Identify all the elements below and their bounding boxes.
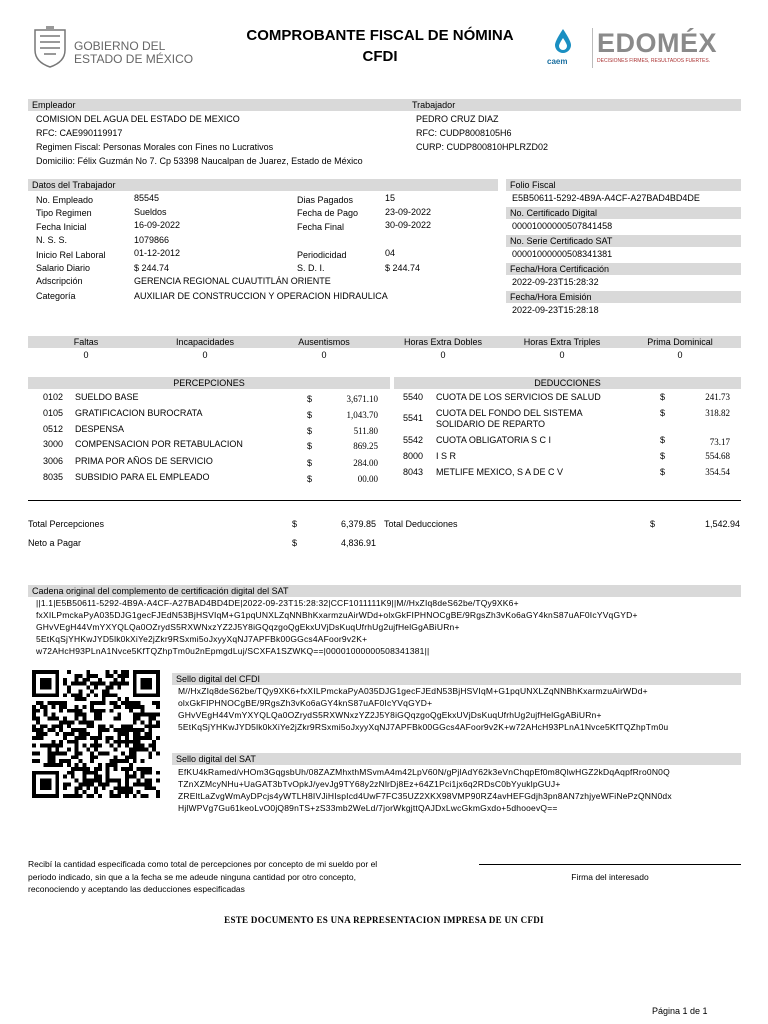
periodicidad-value: 04 — [385, 248, 396, 258]
perc-amt: 3,671.10 — [346, 394, 378, 404]
trabajador-header: Trabajador — [408, 99, 741, 111]
ded-cur: $ — [660, 435, 666, 445]
firma-label: Firma del interesado — [571, 872, 649, 882]
categoria-value: AUXILIAR DE CONSTRUCCION Y OPERACION HIDRAULICA — [134, 291, 388, 301]
perc-cur: $ — [307, 394, 313, 404]
ded-cur: $ — [660, 467, 666, 477]
prima-dominical-value: 0 — [677, 350, 683, 360]
trabajador-curp: CURP: CUDP800810HPLRZD02 — [416, 142, 549, 152]
horas-triples-value: 0 — [559, 350, 565, 360]
cert-sat-value: 00001000000508341381 — [512, 249, 613, 259]
sdi-label: S. D. I. — [297, 263, 325, 273]
neto-cur: $ — [292, 538, 298, 548]
faltas-value: 0 — [83, 350, 89, 360]
ausentismos-header: Ausentismos — [298, 337, 350, 347]
cert-header: No. Certificado Digital — [506, 207, 741, 219]
ded-code: 8043 — [403, 467, 424, 477]
neto-label: Neto a Pagar — [28, 538, 82, 548]
trabajador-name: PEDRO CRUZ DIAZ — [416, 114, 499, 124]
cadena-line: 5EtKqSjYHKwJYD5lk0kXiYe2jZkr9RSxmi5oJxyyXqNJ7APFBk00GGcs4AFoor9v2K+ — [36, 634, 368, 644]
fecha-emision-header: Fecha/Hora Emisión — [506, 291, 741, 303]
empleador-rfc: RFC: CAE990119917 — [36, 128, 123, 138]
cadena-original-header: Cadena original del complemento de certificación digital del SAT — [28, 585, 741, 597]
incapacidades-value: 0 — [202, 350, 208, 360]
horas-dobles-value: 0 — [440, 350, 446, 360]
ded-code: 5542 — [403, 435, 424, 445]
edomex-wordmark: EDOMÉX — [597, 28, 718, 58]
water-drop-icon — [553, 28, 573, 54]
divider — [28, 500, 741, 501]
empleador-domicilio: Domicilio: Félix Guzmán No 7. Cp 53398 Naucalpan de Juarez, Estado de México — [36, 156, 363, 166]
fecha-cert-header: Fecha/Hora Certificación — [506, 263, 741, 275]
total-deducciones-cur: $ — [650, 519, 656, 529]
sdi-value: $ 244.74 — [385, 263, 421, 273]
trabajador-rfc: RFC: CUDP8008105H6 — [416, 128, 512, 138]
perc-cur: $ — [307, 441, 313, 451]
perc-desc: DESPENSA — [75, 424, 125, 434]
sello-cfdi-line: olxGkFIPHNOCgBE/9RgsZh3vKo6aGY4knS87uAF0IcYVqGYD+ — [178, 698, 433, 708]
fecha-inicial-value: 16-09-2022 — [134, 220, 181, 230]
perc-code: 3000 — [43, 439, 64, 449]
inicio-rel-label: Inicio Rel Laboral — [36, 250, 106, 260]
recibi-line: reconociendo y aceptando las deducciones especificadas — [28, 884, 245, 894]
dias-pagados-label: Dias Pagados — [297, 195, 354, 205]
fecha-final-label: Fecha Final — [297, 222, 345, 232]
sello-sat-line: ZREltLaZvgWmAyDPcjs4yWTLH8IVJiHIspIcd4UwF7FC35UZ2XKX98VMP90RZ4avHEFGdjh3pn8AN7zhjyeWFiNePzQNN0dx — [178, 791, 672, 801]
perc-amt: 1,043.70 — [346, 410, 378, 420]
perc-amt: 869.25 — [353, 441, 378, 451]
ded-desc: METLIFE MEXICO, S A DE C V — [436, 467, 564, 477]
fecha-emision-value: 2022-09-23T15:28:18 — [512, 305, 599, 315]
sello-cfdi-header: Sello digital del CFDI — [172, 673, 741, 685]
empleador-regimen: Regimen Fiscal: Personas Morales con Fines no Lucrativos — [36, 142, 274, 152]
percepciones-header: PERCEPCIONES — [28, 377, 390, 389]
ded-desc: CUOTA DEL FONDO DEL SISTEMA — [436, 408, 583, 418]
fecha-pago-label: Fecha de Pago — [297, 208, 359, 218]
ded-amt: 241.73 — [705, 392, 730, 402]
ded-code: 5541 — [403, 413, 424, 423]
inicio-rel-value: 01-12-2012 — [134, 248, 181, 258]
perc-cur: $ — [307, 426, 313, 436]
adscripcion-label: Adscripción — [36, 276, 83, 286]
sello-cfdi-line: 5EtKqSjYHKwJYD5lk0kXiYe2jZkr9RSxmi5oJxyyXqNJ7APFBk00GGcs4AFoor9v2K+w72AHcH93PLnA1Nvce5KfTQZhpTm0u — [178, 722, 669, 732]
cert-sat-header: No. Serie Certificado SAT — [506, 235, 741, 247]
perc-code: 0105 — [43, 408, 64, 418]
perc-code: 8035 — [43, 472, 64, 482]
total-percepciones-cur: $ — [292, 519, 298, 529]
fecha-inicial-label: Fecha Inicial — [36, 222, 87, 232]
perc-code: 0512 — [43, 424, 64, 434]
prima-dominical-header: Prima Dominical — [647, 337, 713, 347]
document-subtitle: CFDI — [362, 48, 398, 65]
incapacidades-header: Incapacidades — [175, 337, 235, 347]
ded-cur: $ — [660, 408, 666, 418]
ded-code: 8000 — [403, 451, 424, 461]
empleador-header: Empleador — [28, 99, 408, 111]
ded-amt: 554.68 — [705, 451, 730, 461]
cadena-line: w72AHcH93PLnA1Nvce5KfTQZhpTm0u2nEpmgdLuj/SCXFA1SZWKQ==|00001000000508341381|| — [36, 646, 430, 656]
perc-amt: 511.80 — [353, 426, 378, 436]
total-deducciones-label: Total Deducciones — [384, 519, 458, 529]
cadena-line: GHvVEgH44VmYXYQLQa0OZrydS5RXWNxzYZ2J5Y8iGQqzgoQgEkxUVjDsKuqUfrhUg2ujfHelGgABiURn+ — [36, 622, 460, 632]
perc-desc: PRIMA POR AÑOS DE SERVICIO — [75, 456, 213, 466]
deducciones-header: DEDUCCIONES — [394, 377, 741, 389]
salario-value: $ 244.74 — [134, 263, 170, 273]
ded-code: 5540 — [403, 392, 424, 402]
qr-code — [32, 670, 160, 798]
page-number: Página 1 de 1 — [652, 1006, 708, 1016]
ded-desc: CUOTA DE LOS SERVICIOS DE SALUD — [436, 392, 601, 402]
ded-amt: 354.54 — [705, 467, 730, 477]
neto-value: 4,836.91 — [340, 538, 376, 548]
cert-value: 00001000000507841458 — [512, 221, 613, 231]
nss-value: 1079866 — [134, 235, 170, 245]
perc-amt: 284.00 — [353, 458, 378, 468]
perc-desc: SUBSIDIO PARA EL EMPLEADO — [75, 472, 210, 482]
categoria-label: Categoría — [36, 291, 76, 301]
ded-cur: $ — [660, 451, 666, 461]
folio-fiscal-header: Folio Fiscal — [506, 179, 741, 191]
periodicidad-label: Periodicidad — [297, 250, 347, 260]
nss-label: N. S. S. — [36, 235, 68, 245]
caem-logo — [545, 28, 581, 70]
sello-cfdi-line: GHvVEgH44VmYXYQLQa0OZrydS5RXWNxzYZ2J5Y8iGQqzgoQgEkxUVjDsKuqUfrhUg2ujfHelGgABiURn+ — [178, 710, 602, 720]
faltas-header: Faltas — [73, 337, 99, 347]
total-percepciones-value: 6,379.85 — [340, 519, 376, 529]
ded-amt: 73.17 — [709, 437, 730, 447]
perc-desc: GRATIFICACION BUROCRATA — [75, 408, 203, 418]
ded-desc: I S R — [436, 451, 457, 461]
ausentismos-value: 0 — [321, 350, 327, 360]
sello-sat-line: EfKU4kRamed/vHOm3GqgsbUh/08ZAZMhxthMSvmA4m42LpV60N/gPjlAdY62k3eVnChqpEf0m8QlwHGZ2kDqAqpfRro0N0Q — [178, 767, 670, 777]
fecha-final-value: 30-09-2022 — [385, 220, 432, 230]
document-title: COMPROBANTE FISCAL DE NÓMINA — [246, 27, 514, 44]
dias-pagados-value: 15 — [385, 193, 396, 203]
gobierno-line1: GOBIERNO DEL — [74, 39, 166, 53]
sello-sat-line: HjlWPVg7Gu61keoLvO0jQ89nTS+zS33mb2WeLd/7jorWkgjttQAJDxLwcGkmGxdo+5dhooevQ== — [178, 803, 558, 813]
tipo-regimen-value: Sueldos — [134, 207, 167, 217]
horas-dobles-header: Horas Extra Dobles — [403, 337, 483, 347]
no-empleado-value: 85545 — [134, 193, 160, 203]
ded-desc-2: SOLIDARIO DE REPARTO — [436, 419, 546, 429]
edomex-tagline: DECISIONES FIRMES, RESULTADOS FUERTES. — [597, 58, 711, 64]
perc-code: 3006 — [43, 456, 64, 466]
gobierno-line2: ESTADO DE MÉXICO — [74, 52, 194, 66]
horas-triples-header: Horas Extra Triples — [523, 337, 601, 347]
recibi-line: periodo indicado, sin que a la fecha se me adeude ninguna cantidad por otro concepto, — [28, 872, 356, 882]
sello-sat-line: TZnXZMcyNHu+UaGAT3bTvOpkJ/yevJg9TY68y2zNlrDj8Ez+64Z1Pci1jx6q2RDsC0bYyuklpGUJ+ — [178, 779, 561, 789]
sello-cfdi-line: M//HxZIq8deS62be/TQy9XK6+fxXILPmckaPyA035DJG1gecFJEdN53BjHSVIqM+G1pqUNXLZqNNBhKxarmzuAirWDd+ — [178, 686, 648, 696]
representacion-impresa: ESTE DOCUMENTO ES UNA REPRESENTACION IMPRESA DE UN CFDI — [224, 915, 544, 925]
ded-amt: 318.82 — [705, 408, 730, 418]
gobierno-logo — [32, 26, 222, 70]
empleador-name: COMISION DEL AGUA DEL ESTADO DE MEXICO — [36, 114, 240, 124]
recibi-line: Recibí la cantidad especificada como total de percepciones por concepto de mi sueldo por el — [28, 859, 378, 869]
datos-trabajador-header: Datos del Trabajador — [28, 179, 498, 191]
ded-cur: $ — [660, 392, 666, 402]
fecha-cert-value: 2022-09-23T15:28:32 — [512, 277, 599, 287]
no-empleado-label: No. Empleado — [36, 195, 94, 205]
perc-cur: $ — [307, 458, 313, 468]
total-deducciones-value: 1,542.94 — [704, 519, 740, 529]
perc-cur: $ — [307, 410, 313, 420]
perc-cur: $ — [307, 474, 313, 484]
signature-line — [479, 864, 741, 865]
perc-amt: 00.00 — [357, 474, 378, 484]
cadena-line: fxXILPmckaPyA035DJG1gecFJEdN53BjHSVIqM+G1pqUNXLZqNNBhKxarmzuAirWDd+olxGkFIPHNOCgBE/9RgsZh3vKo6aGY4knS87uAF0IcYVqGYD+ — [36, 610, 638, 620]
folio-fiscal-value: E5B50611-5292-4B9A-A4CF-A27BAD4BD4DE — [512, 193, 700, 203]
salario-label: Salario Diario — [36, 263, 91, 273]
caem-text: caem — [547, 57, 568, 66]
fecha-pago-value: 23-09-2022 — [385, 207, 432, 217]
ded-desc: CUOTA OBLIGATORIA S C I — [436, 435, 552, 445]
tipo-regimen-label: Tipo Regimen — [36, 208, 92, 218]
adscripcion-value: GERENCIA REGIONAL CUAUTITLÁN ORIENTE — [134, 276, 331, 286]
perc-code: 0102 — [43, 392, 64, 402]
perc-desc: COMPENSACION POR RETABULACION — [75, 439, 243, 449]
total-percepciones-label: Total Percepciones — [28, 519, 105, 529]
cadena-line: ||1.1|E5B50611-5292-4B9A-A4CF-A27BAD4BD4DE|2022-09-23T15:28:32|CCF1011111K9||M//HxZIq8deS62be/TQy9XK6+ — [36, 598, 519, 608]
perc-desc: SUELDO BASE — [75, 392, 139, 402]
qr-code-icon — [32, 670, 160, 798]
sello-sat-header: Sello digital del SAT — [172, 753, 741, 765]
shield-icon — [32, 26, 68, 68]
edomex-logo — [592, 28, 742, 68]
